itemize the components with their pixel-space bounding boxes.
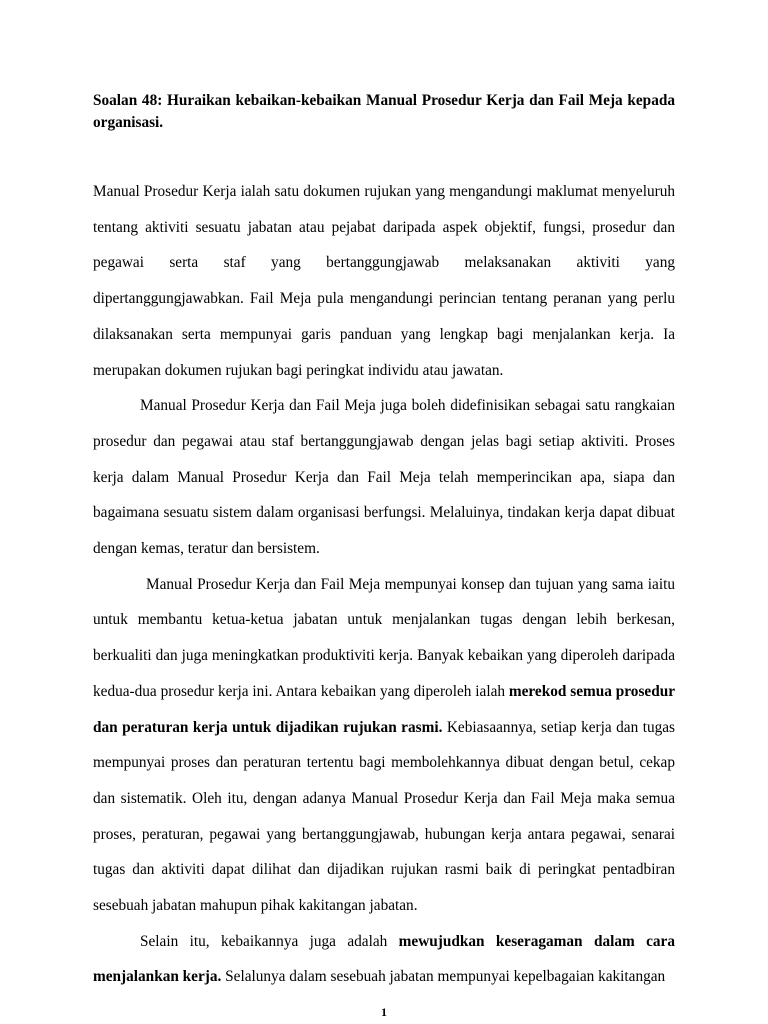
- document-body: [93, 174, 675, 995]
- paragraph-text: Selain itu, kebaikannya juga adalah: [140, 932, 399, 950]
- bold-key-point: mewujudkan keseragaman dalam cara menjalankan kerja.: [93, 932, 675, 986]
- paragraph-first-benefit: [93, 567, 675, 924]
- paragraph-text: Kebiasaannya, setiap kerja dan tugas mempunyai proses dan peraturan tertentu bagi membolehkannya dibuat dengan betul, cekap dan sistematik. Oleh itu, dengan adanya Manual Prosedur Kerja dan Fail Meja maka semua proses, peraturan, pegawai yang bertanggungjawab, hubungan kerja antara pegawai, senarai tugas dan aktiviti dapat dilihat dan dijadikan rujukan rasmi baik di peringkat pentadbiran sesebuah jabatan mahupun pihak kakitangan jabatan.: [93, 718, 675, 915]
- paragraph-definition: Manual Prosedur Kerja ialah satu dokumen rujukan yang mengandungi maklumat menyeluruh tentang aktiviti sesuatu jabatan atau pejabat daripada aspek objektif, fungsi, prosedur dan pegawai serta staf yang bertanggungjawab melaksanakan aktiviti yang dipertanggungjawabkan. Fail Meja pula mengandungi perincian tentang peranan yang perlu dilaksanakan serta mempunyai garis panduan yang lengkap bagi menjalankan kerja. Ia merupakan dokumen rujukan bagi peringkat individu atau jawatan.: [93, 183, 675, 379]
- paragraph-text: Manual Prosedur Kerja dan Fail Meja mempunyai konsep dan tujuan yang sama iaitu untuk membantu ketua-ketua jabatan untuk menjalankan tugas dengan lebih berkesan, berkualiti dan juga meningkatkan produktiviti kerja. Banyak kebaikan yang diperoleh daripada kedua-dua prosedur kerja ini. Antara kebaikan yang diperoleh ialah: [93, 575, 675, 700]
- bold-key-point: merekod semua prosedur dan peraturan kerja untuk dijadikan rujukan rasmi.: [93, 682, 675, 736]
- paragraph-second-benefit: [93, 924, 675, 995]
- page-title: Soalan 48: Huraikan kebaikan-kebaikan Manual Prosedur Kerja dan Fail Meja kepada organisasi.: [93, 92, 675, 131]
- paragraph-elaboration: Manual Prosedur Kerja dan Fail Meja juga boleh didefinisikan sebagai satu rangkaian prosedur dan pegawai atau staf bertanggungjawab dengan jelas bagi setiap aktiviti. Proses kerja dalam Manual Prosedur Kerja dan Fail Meja telah memperincikan apa, siapa dan bagaimana sesuatu sistem dalam organisasi berfungsi. Melaluinya, tindakan kerja dapat dibuat dengan kemas, teratur dan bersistem.: [93, 397, 675, 558]
- page-number: 1: [381, 1005, 387, 1019]
- paragraph-text: Selalunya dalam sesebuah jabatan mempunyai kepelbagaian kakitangan: [221, 968, 666, 986]
